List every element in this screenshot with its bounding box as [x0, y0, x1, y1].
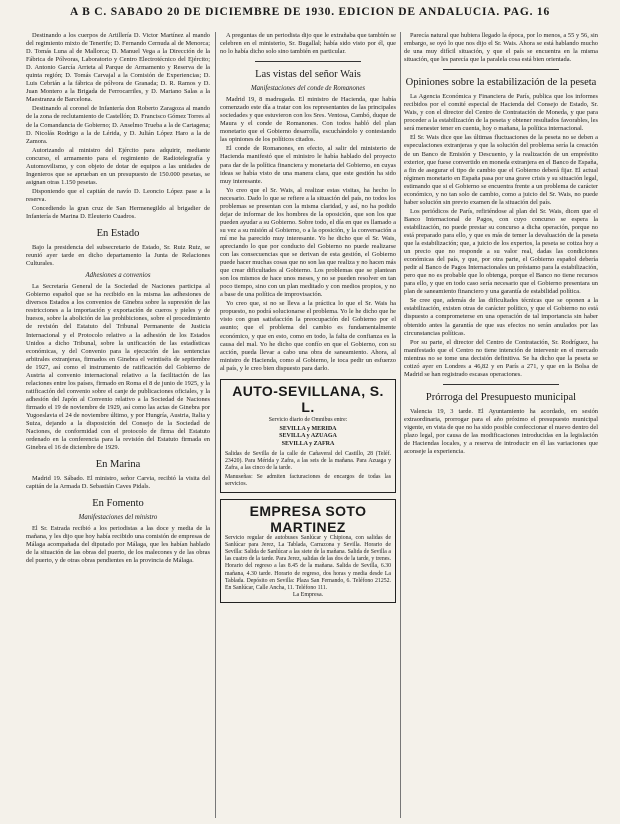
paragraph: Concediendo la gran cruz de San Hermenegildo al brigadier de Infantería de Marina D. Eleuterio Cuadros.	[26, 204, 210, 221]
column-2	[220, 32, 396, 818]
subheading-adhesiones: Adhesiones a convenios	[85, 272, 151, 280]
column-3	[404, 32, 598, 818]
subheading-manifestaciones: Manifestaciones del ministro	[78, 514, 158, 522]
column-rule	[400, 32, 401, 818]
ad-body: Servicio regular de autobuses Sanlúcar y Chipiona, con salidas de Sanlúcar para Jerez, La Tablada, Carrazona y Sevilla. Horario de Sevilla: Salida de Sanlúcar a las siete de la mañana. Salida de Sevilla a las cuatro de la tarde. Para Jerez, salidas de las dos de la tarde, y trenes. Horario del regreso a las 8.45 de la mañana. Salida de Sevilla, 6.30 mañana, 4.30 tarde. Horario de regreso, dos horas y media desde La Tablada. Depósito en Sevilla: Plaza San Fernando, 6. Teléfono 21252. En Sanlúcar, Calle Ancha, 11. Teléfono 111.	[225, 534, 391, 591]
section-heading-opiniones: Opiniones sobre la estabilización de la peseta	[405, 77, 597, 89]
paragraph: Yo creo que, si no se lleva a la práctica lo que el Sr. Wais ha propuesto, no podrá solucionarse el problema. Yo le he dicho que he visto con gran satisfacción la preocupación del Gobierno por el asunto; que el problema del cambio es fundamentalmente económico, y que en esto, como en todo, la falta de confianza es la causa del mal. Yo he dicho que confío en que el Gobierno, con su acción, pueda llevar a cabo una obra de saneamiento. Ahora, al ministro de Hacienda, como al Gobierno, le toca pedir un esfuerzo al país, y le creo bien dispuesto para darlo.	[220, 300, 396, 372]
paragraph: Autorizando al ministro del Ejército para adquirir, mediante concurso, el armamento para el regimiento de Radiotelegrafía y Automovilismo, y con objeto de dotar de equipos a las unidades de Ingenieros que se aprueban en un presupuesto de 150.000 pesetas, se asignan otras 1.150 pesetas.	[26, 146, 210, 186]
paragraph: El conde de Romanones, en efecto, al salir del ministerio de Hacienda manifestó que el ministro le había hablado del proyecto para dar de la política financiera y monetaria del Gobierno, en cuyas ideas se había visto de una manera clara, que este gestión ha sido muy interesante.	[220, 145, 396, 185]
ad-route: SEVILLA y MERIDA	[279, 425, 337, 432]
paragraph: La Secretaría General de la Sociedad de Naciones participa al Gobierno español que se ha recibido en la misma las adhesiones de diversos Estados a los convenios de Ginebra sobre la supresión de las restricciones a la importación y exportación de cueros y pieles y de huesos, sobre la abolición de las prohibiciones, sobre el procedimiento de revisión del Estatuto del Tribunal Permanente de Justicia Internacional y el Protocolo relativo a la adhesión de los Estados Unidos a dicho Tribunal, sobre la unificación de las estadísticas económicas, y del Convenio para la ejecución de las sentencias arbitrales extranjeras, firmados en Ginebra el veintiséis de septiembre de 1927, así como el instrumento de ratificación del Gobierno de Austria al convenio internacional relativo a la facilitación de las relaciones entre los países, firmado en Roma el 8 de junio de 1925, y la ratificación del convenio sobre el canje de publicaciones oficiales, y la adhesión del Japón al Convenio relativo a la Sociedad de Naciones firmado el 19 de noviembre de 1929, así como las actas de Ginebra por Yugoeslavia el 24 de noviembre último, y por Hungría, Austria, Italia y Suiza, dejando a la disposición del Consejo de la Sociedad de Naciones, de conformidad con el protocolo de firma del Estatuto ordenado en la conferencia para la revisión del Estatuto firmada en Ginebra el 16 de diciembre de 1929.	[26, 283, 210, 452]
paragraph: Se cree que, además de las dificultades técnicas que se oponen a la estabilización, existen otras de carácter político, y que el Gobierno no está dispuesto a comprometerse en una operación de tal importancia sin haber obtenido antes la garantía de que sus efectos no serán anulados por las circunstancias políticas.	[404, 297, 598, 337]
paragraph: Disponiendo que el capitán de navío D. Leoncio López pase a la reserva.	[26, 187, 210, 203]
ad-signature: La Empresa.	[292, 592, 324, 599]
paragraph: Destinando al coronel de Infantería don Roberto Zaragoza al mando de la zona de reclutamiento de Castellón; D. Francisco Gómez Torres al de la Comandancia de Gobierno; D. Anselmo Trueba a la de Cartagena; D. Nicolás Rodrigo a la de Lérida, y D. Julián López Haro a la de Zamora.	[26, 105, 210, 145]
subheading-romanones: Manifestaciones del conde de Romanones	[250, 85, 365, 93]
divider	[443, 384, 559, 385]
advertisement-soto-martinez	[220, 499, 396, 604]
masthead: A B C. SABADO 20 DE DICIEMBRE DE 1930. EDICION DE ANDALUCIA. PAG. 16	[69, 6, 551, 18]
paragraph: La Agencia Económica y Financiera de París, publica que los informes recibidos por el comité especial de Hacienda del Consejo de Estado, Sr. Wais, y con el director del Centro de Contratación de Moneda, y que para proceder a la estabilización de la peseta y obtener resultados favorables, les será menester tener en cuenta, hoy o mañana, la política internacional.	[404, 93, 598, 133]
paragraph: A preguntas de un periodista dijo que le extrañaba que también se celebren en el ministerio, Sr. Bugallal; había sido visto por él, que no lo había dicho solo sino también en particular.	[220, 32, 396, 56]
advertisement-auto-sevillana	[220, 379, 396, 493]
paragraph: Madrid 19. Sábado. El ministro, señor Carvia, recibió la visita del capitán de la Armada D. Sebastián Caves Pidals.	[26, 475, 210, 491]
ad-route: SEVILLA y AZUAGA	[279, 433, 337, 440]
section-heading-wais: Las vistas del señor Wais	[255, 69, 361, 81]
section-heading-marina: En Marina	[95, 459, 141, 471]
ad-routes	[225, 426, 391, 449]
paragraph: Yo creo que el Sr. Wais, al realizar estas visitas, ha hecho lo necesario. Dado lo que se refiere a la situación del país, no todos los problemas se presentan con la misma claridad, y así, no ha podido dejar de informar de los hombres de la oposición, que son los que pueden ayudar a su Gobierno. Sobre todo, el día en que es llamado a su vez a su misión al Gobierno, o a la oposición, y la conversación a mí me ha parecido muy interesante. Yo he dicho que el Sr. Wais, apreciando lo que por conducto del Gobierno no puede realizarse con las consecuencias que se derivan de esta gestión, el Gobierno puede hacer muchas cosas que no son las que realiza y no hacen más que crear dificultades al Gobierno. Los problemas que se plantean son los mismos de hace unos meses, y no se pueden resolver en tan poco tiempo, sino con un plan meditado y con medios propios, y no a base de una política de improvisación.	[220, 186, 396, 299]
section-heading-estado: En Estado	[96, 228, 140, 240]
paragraph: El Sr. Estrada recibió a los periodistas a las doce y media de la mañana, y les dijo que hoy había recibido una comisión de empresas de Málaga acompañada del diputado por Málaga, que les habían hablado de la situación de las obras del puerto, de los malecones y de las obras del puerto, y de otras obras pendientes en la provincia de Málaga.	[26, 525, 210, 565]
paragraph: Parecía natural que hubiera llegado la época, por lo menos, a 55 y 56, sin embargo, se oyó lo que nos dijo el Sr. Wais. Ahora se está hablando mucho de una muy difícil situación, y que el país se encuentra en la misma situación, que les parecía que la paralela cosa está bien orientada.	[404, 32, 598, 64]
ad-route: SEVILLA y ZAFRA	[281, 440, 335, 447]
ad-title: EMPRESA SOTO MARTINEZ	[249, 502, 367, 535]
paragraph: Bajo la presidencia del subsecretario de Estado, Sr. Ruiz Ruiz, se reunió ayer tarde en dicho departamento la Junta de Relaciones Culturales.	[26, 244, 210, 268]
section-heading-fomento: En Fomento	[92, 498, 144, 510]
paragraph: Por su parte, el director del Centro de Contratación, Sr. Rodríguez, ha manifestado que el Centro no tiene intención de intervenir en el mercado mientras no se tome una decisión definitiva. Se ha dicho que la peseta se cotizó ayer en Londres a 46,82 y en París a 271, y que en la Bolsa de Madrid se han registrado escasas operaciones.	[404, 338, 598, 378]
divider	[443, 69, 559, 70]
paragraph: El Sr. Wais dice que las últimas fluctuaciones de la peseta no se deben a especulaciones extranjeras y que la solución del problema sería la creación de un Banco de Emisión y Descuento, y la realización de un empréstito exterior, que fuese convertido en moneda extranjera en el Banco de España, a fin de asegurar el tipo de cambio que el Gobierno deberá fijar. El actual régimen monetario en España pasa por una grave crisis y su situación legal, estimando que si el Gobierno se encuentra frente a un problema de carácter económico, y no tan solo de cambio, como a juicio del Sr. Wais, no puede haber solución sin previo examen de la situación del país.	[404, 134, 598, 206]
paragraph: Madrid 19, 8 madrugada. El ministro de Hacienda, que había comenzado este día a tratar con los representantes de las principales sociedades y que estuvieron con los Sres. Ventosa, Cambó, duque de Maura y el conde de Romanones. Con todos habló del plan monetario que el Gobierno desarrolla, escuchándolo y contestando las opiniones de los políticos citados.	[220, 96, 396, 144]
divider	[255, 61, 361, 62]
section-heading-prorroga: Prórroga del Presupuesto municipal	[425, 391, 577, 403]
ad-note: Manuseñas: Se admiten facturaciones de encargos de todas las servicios.	[225, 474, 391, 488]
paragraph: Destinando a los cuerpos de Artillería D. Victor Martínez al mando del regimiento mixto de Tenerife; D. Fernando Cernuda al de Menorca; D. Tomás Luna al de Mallorca; D. Manuel Vega a la Dirección de la Fábrica de Pólvoras, Laboratorio y Centro Electrotécnico del Ejército; D. Antonio García Arrieta al Parque de Armamento y Reserva de la quinta región; D. Tomás Carvajal a la Comisión de Experiencias; D. Luis Cebrián a la fábrica de pólvora de Granada; D. R. Ramos y D. Juan Montero a la Brigada de Ferrocarriles, y D. Mariano Salas a la Maestranza de Barcelona.	[26, 32, 210, 104]
paragraph: Valencia 19, 3 tarde. El Ayuntamiento ha acordado, en sesión extraordinaria, prorrogar para el año próximo el presupuesto municipal vigente, en vista de que no ha sido posible confeccionar el nuevo dentro del plazo legal, por causa de las modificaciones introducidas en la legislación de Haciendas locales, y a reserva de introducir en él las variaciones que aconseje la experiencia.	[404, 407, 598, 456]
paragraph: Los periódicos de París, refiriéndose al plan del Sr. Wais, dicen que el Banco Internacional de Pagos, con cuyo concurso se espera la estabilización, no puede prestar su concurso a dicha operación, porque no está preparado para ello, y que es más de temer la devaluación de la peseta que la estabilización; que, a juicio de los expertos, la peseta se cotiza hoy a un precio que no responde a su valor real, dadas las condiciones económicas del país, y que, por otra parte, el Gobierno español debería pedir al Banco de Pagos Internacionales un préstamo para la estabilización, pero que no es probable que lo obtenga, porque el Banco no tiene recursos para ello, y que en todo caso sería necesario que el Gobierno presentara un plan de saneamiento financiero y una garantía de estabilidad política.	[404, 207, 598, 296]
ad-subtitle: Servicio diario de Omnibus entre:	[268, 416, 348, 423]
ad-body: Salidas de Sevilla de la calle de Cañaveral del Castillo, 28 (Teléf. 23420). Para Mérida y Zafra, a las seis de la mañana. Para Azuaga y Zafra, a las cinco de la tarde.	[225, 450, 391, 471]
column-rule	[215, 32, 216, 818]
ad-title: AUTO-SEVILLANA, S. L.	[232, 382, 384, 415]
column-1	[26, 32, 210, 818]
